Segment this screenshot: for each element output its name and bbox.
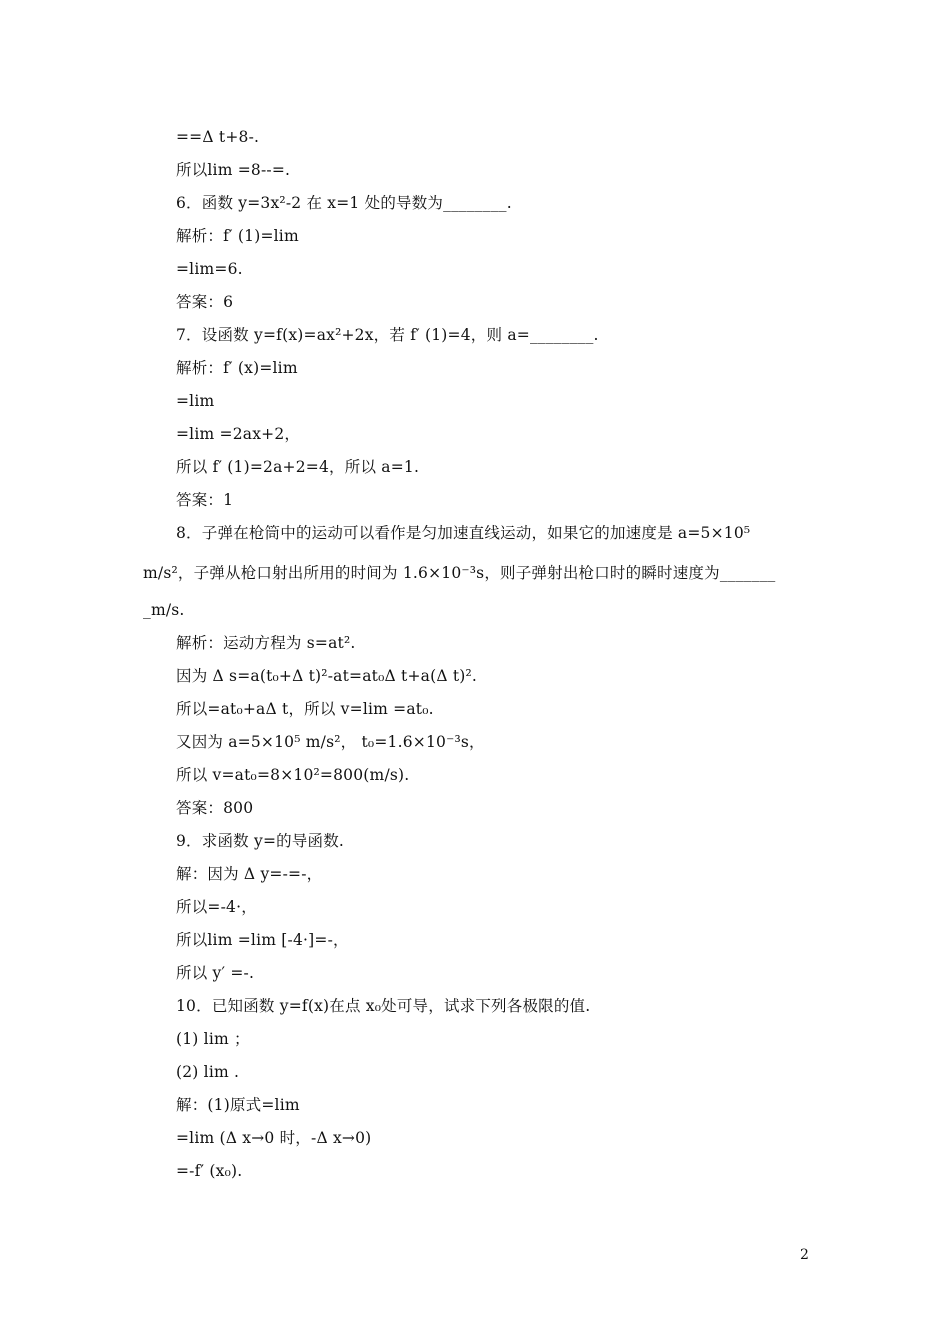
- text-line: 因为 Δ s=a(t₀+Δ t)²-at=at₀Δ t+a(Δ t)².: [176, 667, 478, 685]
- text-line: 又因为 a=5×10⁵ m/s²， t₀=1.6×10⁻³s，: [176, 733, 485, 751]
- text-line: 所以=-4·，: [176, 898, 257, 916]
- text-line: 所以 v=at₀=8×10²=800(m/s).: [176, 766, 410, 784]
- text-line: 所以lim =lim [-4·]=-，: [176, 931, 349, 949]
- text-line: 解析：运动方程为 s=at².: [176, 634, 356, 652]
- text-line: =lim=6.: [176, 260, 243, 278]
- answer-line: 答案：800: [176, 799, 254, 817]
- text-line: 解：因为 Δ y=-=-，: [176, 865, 323, 883]
- question-10: 10．已知函数 y=f(x)在点 x₀处可导，试求下列各极限的值.: [176, 997, 591, 1015]
- text-line: =lim: [176, 392, 215, 410]
- text-line: 所以=at₀+aΔ t，所以 v=lim =at₀.: [176, 700, 434, 718]
- text-line: (2) lim .: [176, 1063, 240, 1081]
- question-8-continued: m/s²，子弹从枪口射出所用的时间为 1.6×10⁻³s，则子弹射出枪口时的瞬时速度为_______: [143, 564, 776, 582]
- text-line: (1) lim ；: [176, 1030, 250, 1048]
- text-line: 解析：f′ (x)=lim: [176, 359, 298, 377]
- question-8: 8．子弹在枪筒中的运动可以看作是匀加速直线运动，如果它的加速度是 a=5×10⁵: [176, 524, 751, 542]
- text-line: ==Δ t+8-.: [176, 128, 260, 146]
- text-line: =lim =2ax+2，: [176, 425, 301, 443]
- question-6: 6．函数 y=3x²-2 在 x=1 处的导数为________.: [176, 194, 512, 212]
- page-number: 2: [800, 1247, 809, 1263]
- answer-line: 答案：6: [176, 293, 234, 311]
- question-7: 7．设函数 y=f(x)=ax²+2x，若 f′ (1)=4，则 a=________.: [176, 326, 599, 344]
- question-9: 9．求函数 y=的导函数.: [176, 832, 345, 850]
- text-line: 所以 y′ =-.: [176, 964, 255, 982]
- text-line: 所以 f′ (1)=2a+2=4，所以 a=1.: [176, 458, 420, 476]
- text-line: 解析：f′ (1)=lim: [176, 227, 299, 245]
- answer-line: 答案：1: [176, 491, 234, 509]
- text-line: =-f′ (x₀).: [176, 1162, 243, 1180]
- question-8-continued: _m/s.: [143, 601, 185, 619]
- text-line: 解：(1)原式=lim: [176, 1096, 300, 1114]
- text-line: =lim (Δ x→0 时，-Δ x→0): [176, 1129, 372, 1147]
- text-line: 所以lim =8--=.: [176, 161, 291, 179]
